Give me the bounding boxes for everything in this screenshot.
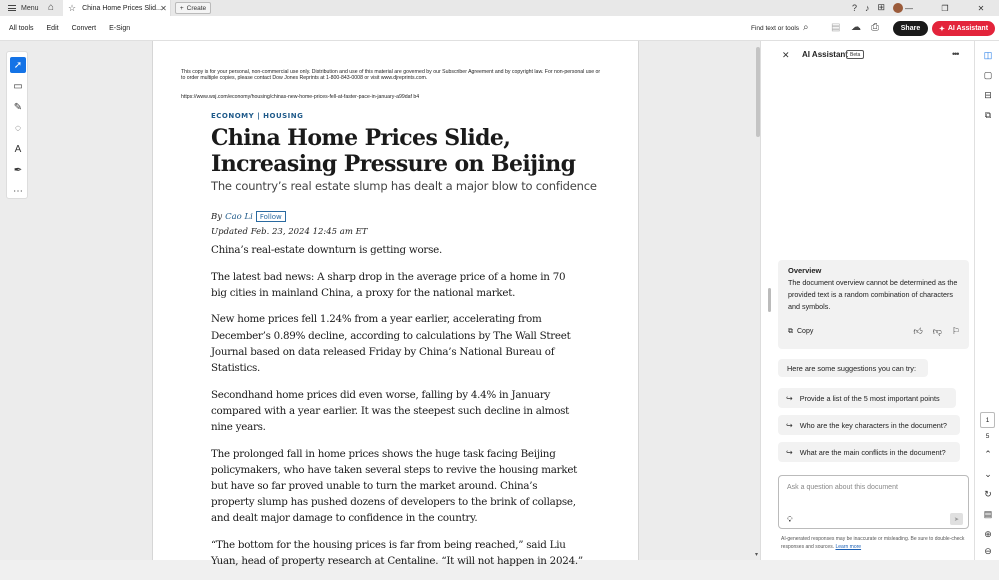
maximize-icon[interactable]: ❐ <box>941 3 949 13</box>
star-icon[interactable]: ☆ <box>68 2 77 13</box>
help-icon[interactable]: ? <box>852 2 858 13</box>
tool-rail <box>6 51 28 199</box>
suggestion-arrow-icon: ↪ <box>786 420 793 430</box>
create-button[interactable] <box>175 2 211 14</box>
overview-actions <box>788 326 960 337</box>
window-controls <box>891 0 999 16</box>
hamburger-icon <box>8 5 16 11</box>
current-page-field[interactable]: 1 <box>980 412 995 428</box>
thumbs-down-icon[interactable]: 👎︎ <box>932 326 942 336</box>
fill-sign-tool-icon[interactable]: ✒ <box>13 164 23 176</box>
search-icon[interactable]: ⌕ <box>803 22 809 33</box>
flag-icon[interactable]: ⚐ <box>951 326 960 336</box>
reprint-disclaimer: This copy is for your personal, non-commercial use only. Distribution and use of this material are governed by our Subscriber Agreement and by copyright law. For non-personal use or to order multiple copies, please contact Dow Jones Reprints at 1-800-843-0008 or visit www.djreprints.com. <box>181 69 601 82</box>
byline-by: By <box>211 211 223 222</box>
total-pages: 5 <box>985 433 990 440</box>
pen-tool-icon[interactable]: ✎ <box>13 101 23 113</box>
learn-more-link[interactable]: Learn more <box>835 544 862 550</box>
toolbar-menu <box>9 16 130 41</box>
main-toolbar <box>0 16 999 41</box>
copy-icon: ⧉ <box>788 327 793 335</box>
updated-timestamp: Updated Feb. 23, 2024 12:45 am ET <box>211 227 368 237</box>
text-tool-icon[interactable]: A <box>14 143 22 155</box>
create-label: Create <box>186 4 207 12</box>
lasso-tool-icon[interactable]: ◌ <box>15 122 21 134</box>
tab-bar <box>0 0 999 16</box>
thumbs-up-icon[interactable]: 👍︎ <box>913 326 923 336</box>
panel-title: AI Assistant <box>802 50 848 59</box>
comments-icon[interactable]: ▢ <box>983 69 993 80</box>
document-tab-title: China Home Prices Slid... <box>82 4 162 12</box>
share-button[interactable]: Share <box>893 21 928 36</box>
ask-placeholder: Ask a question about this document <box>787 484 898 491</box>
suggestion-item[interactable] <box>778 442 960 462</box>
bookmark-icon[interactable]: ⊟ <box>984 89 992 100</box>
paragraph: China’s real-estate downturn is getting worse. <box>211 244 443 256</box>
copy-pages-icon[interactable]: ⧉ <box>984 109 992 120</box>
copy-label: Copy <box>797 328 814 335</box>
close-tab-icon[interactable]: ✕ <box>160 3 167 13</box>
suggestion-text: What are the main conflicts in the document? <box>799 447 946 457</box>
comment-tool-icon[interactable]: ▭ <box>13 80 23 92</box>
article-url[interactable]: https://www.wsj.com/economy/housing/chinas-new-home-prices-fell-at-faster-pace-in-january-a99daf b4 <box>181 94 420 100</box>
suggestion-item[interactable] <box>778 415 960 435</box>
suggestion-item[interactable] <box>778 388 956 408</box>
suggestion-arrow-icon: ↪ <box>786 447 793 457</box>
follow-button[interactable]: Follow <box>256 211 286 222</box>
cloud-upload-icon[interactable]: ☁ <box>851 22 861 33</box>
section-labels: ECONOMY | HOUSING <box>211 112 304 120</box>
window-close-icon[interactable]: ✕ <box>977 3 985 13</box>
paragraph: New home prices fell 1.24% from a year earlier, accelerating from December’s 0.89% decline, according to calculations by The Wall Street Journal based on data released Friday by China’s National Bureau of Statistics. <box>211 313 571 374</box>
ai-assistant-label: AI Assistant <box>947 25 989 32</box>
ai-disclaimer <box>781 535 971 551</box>
paragraph: The latest bad news: A sharp drop in the average price of a home in 70 big cities in mainland China, a proxy for the national market. <box>211 270 566 299</box>
toolbar-all-tools[interactable]: All tools <box>9 25 34 32</box>
toolbar-edit[interactable]: Edit <box>46 25 59 32</box>
form-icon[interactable]: ▤ <box>831 22 841 33</box>
ask-question-input[interactable] <box>778 475 969 529</box>
ai-assistant-button[interactable] <box>932 21 995 36</box>
author-name[interactable]: Cao Li <box>225 211 253 222</box>
menu-label: Menu <box>21 4 39 12</box>
overview-text: The document overview cannot be determined as the provided text is a random combination of characters and symbols. <box>788 278 958 311</box>
lightbulb-icon[interactable]: 💡︎ <box>787 515 793 524</box>
article-body <box>211 242 583 580</box>
close-panel-icon[interactable]: ✕ <box>782 50 790 60</box>
ai-disclaimer-text: AI-generated responses may be inaccurate or misleading. Be sure to double-check responses and sources. <box>781 536 965 550</box>
suggestion-arrow-icon: ↪ <box>786 393 793 403</box>
chevron-up-icon[interactable]: ⌃ <box>984 448 992 459</box>
send-icon[interactable]: ➤ <box>950 513 963 525</box>
plus-icon: + <box>179 4 184 12</box>
copy-button[interactable] <box>788 328 813 336</box>
ai-sparkle-icon: ✦ <box>938 25 945 33</box>
bell-icon[interactable]: ♪ <box>865 2 870 13</box>
pdf-page <box>152 41 639 568</box>
apps-grid-icon[interactable]: ⊞ <box>877 2 886 12</box>
ai-assistant-panel <box>760 41 974 560</box>
zoom-in-icon[interactable]: ⊕ <box>984 528 992 539</box>
beta-badge: Beta <box>846 50 864 59</box>
feedback-buttons <box>913 326 960 337</box>
toolbar-e-sign[interactable]: E-Sign <box>109 25 131 32</box>
paragraph: The prolonged fall in home prices shows the huge task facing Beijing policymakers, who have taken several steps to revive the housing market but have so far proved unable to turn the market around. China’s property slump has pushed dozens of developers to the brink of collapse, and dealt major damage to confidence in the country. <box>211 447 578 525</box>
overview-card <box>778 260 969 349</box>
home-icon[interactable]: ⌂ <box>48 2 55 13</box>
print-icon[interactable]: ⎙ <box>871 22 879 33</box>
suggestions-label: Here are some suggestions you can try: <box>778 359 928 377</box>
find-text-label[interactable]: Find text or tools <box>751 25 800 32</box>
more-tools-icon[interactable]: ⋯ <box>13 185 23 197</box>
refresh-icon[interactable]: ↻ <box>984 488 992 499</box>
suggestion-text: Provide a list of the 5 most important points <box>799 393 940 403</box>
article-dek: The country’s real estate slump has dealt a major blow to confidence <box>211 179 597 193</box>
article-headline: China Home Prices Slide, Increasing Pressure on Beijing <box>211 125 576 177</box>
panel-resize-handle[interactable] <box>768 288 771 312</box>
ai-chat-icon[interactable]: ◫ <box>983 49 993 60</box>
paragraph: “The bottom for the housing prices is far from being reached,” said Liu Yuan, head of property research at Centaline. “It will not happen in 2024.” <box>211 539 583 568</box>
document-tab[interactable] <box>63 0 171 16</box>
save-icon[interactable]: ▤ <box>983 508 993 519</box>
byline <box>211 211 286 222</box>
more-options-icon[interactable]: ••• <box>952 49 959 59</box>
scroll-down-icon[interactable]: ▾ <box>755 552 759 558</box>
chevron-down-icon[interactable]: ⌄ <box>984 468 992 479</box>
suggestion-text: Who are the key characters in the document? <box>799 420 947 430</box>
minimize-icon[interactable]: — <box>905 3 913 13</box>
menu-button[interactable] <box>0 5 42 12</box>
zoom-out-icon[interactable]: ⊖ <box>984 545 992 556</box>
right-rail <box>974 41 999 560</box>
paragraph: Secondhand home prices did even worse, falling by 4.4% in January compared with a year earlier. It was the steepest such decline in almost nine years. <box>211 388 570 433</box>
toolbar-convert[interactable]: Convert <box>71 25 97 32</box>
select-tool-icon[interactable]: ➚ <box>10 57 26 73</box>
overview-heading: Overview <box>788 266 822 275</box>
